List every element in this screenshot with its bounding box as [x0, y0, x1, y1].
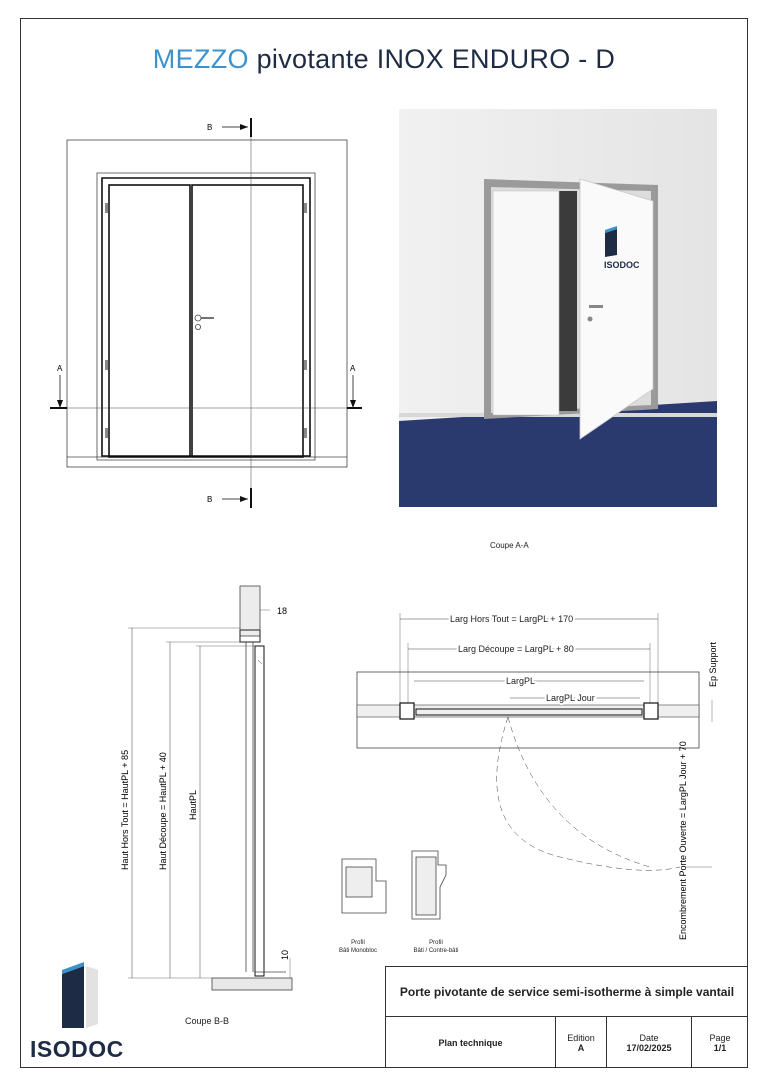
- title-variant: pivotante INOX ENDURO - D: [256, 44, 616, 74]
- dim-larg-hors-tout: Larg Hors Tout = LargPL + 170: [450, 614, 574, 624]
- marker-a-left: A: [57, 364, 63, 373]
- marker-a-right: A: [350, 364, 356, 373]
- edition-value: A: [577, 1042, 585, 1053]
- profil1-line2: Bâti Monobloc: [338, 948, 378, 954]
- profile-details-drawing: [330, 845, 470, 935]
- dim-largpl: LargPL: [506, 676, 536, 686]
- page-cell: [692, 1017, 748, 1068]
- date-cell: [607, 1017, 692, 1068]
- render-brand-text: ISODOC: [604, 260, 640, 270]
- title-block-heading: Porte pivotante de service semi-isotherme à simple vantail: [386, 967, 748, 1017]
- page-value: 1/1: [713, 1042, 727, 1053]
- profil2-line1: Profil: [429, 940, 443, 946]
- edition-label: Edition: [567, 1032, 595, 1043]
- edition-cell: [556, 1017, 607, 1068]
- isodoc-logo-text: ISODOC: [30, 1036, 124, 1062]
- dim-10: 10: [280, 949, 290, 960]
- dim-haut-hors-tout: Haut Hors Tout = HautPL + 85: [120, 749, 130, 870]
- coupe-bb-label: Coupe B-B: [185, 1016, 230, 1026]
- plan-type: Plan technique: [438, 1037, 503, 1048]
- marker-b-bottom: B: [207, 495, 213, 504]
- dim-encombrement: Encombrement Porte Ouverte = LargPL Jour + 70: [678, 741, 688, 940]
- title-product: MEZZO: [152, 44, 249, 74]
- isodoc-logo-icon: [58, 962, 102, 1032]
- dim-haut-decoupe: Haut Découpe = HautPL + 40: [158, 752, 168, 870]
- profil1-line1: Profil: [351, 940, 365, 946]
- dim-18: 18: [277, 606, 288, 616]
- date-value: 17/02/2025: [626, 1042, 672, 1053]
- marker-b-top: B: [207, 123, 213, 132]
- dim-larg-decoupe: Larg Découpe = LargPL + 80: [458, 644, 574, 654]
- dim-largpl-jour: LargPL Jour: [546, 693, 595, 703]
- page-title: [0, 44, 768, 75]
- profil2-line2: Bâti / Contre-bâti: [413, 948, 459, 954]
- plan-type-cell: [386, 1017, 556, 1068]
- section-bb-drawing: [110, 580, 310, 1000]
- dim-ep-support: Ep Support: [708, 641, 718, 687]
- coupe-aa-label: Coupe A-A: [490, 541, 529, 550]
- date-label: Date: [639, 1032, 659, 1043]
- dim-hautpl: HautPL: [188, 789, 198, 820]
- page-label: Page: [709, 1032, 731, 1043]
- door-render-image: [399, 109, 717, 507]
- title-block: [385, 966, 748, 1068]
- front-elevation-drawing: [40, 115, 380, 515]
